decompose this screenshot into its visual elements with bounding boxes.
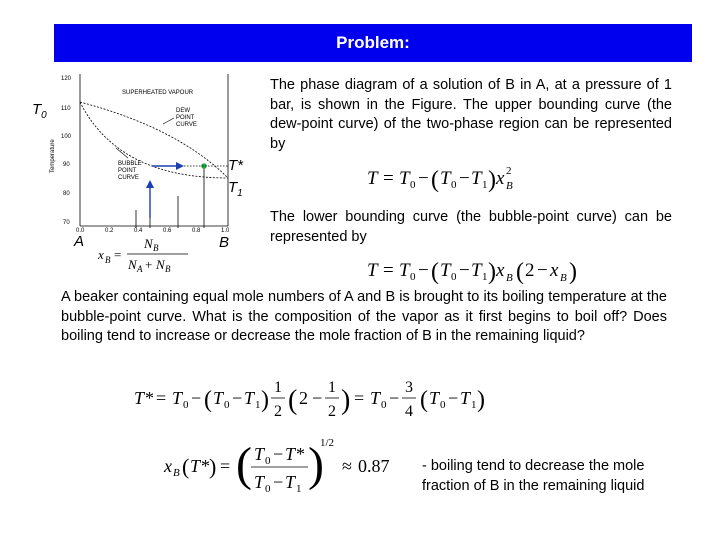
svg-text:T: T: [172, 388, 183, 408]
svg-text:−: −: [191, 388, 202, 408]
svg-text:x: x: [496, 168, 505, 189]
intro-paragraph: The phase diagram of a solution of B in A, at a pressure of 1 bar, is shown in the Figure. The upper bounding curve (the dew-point curve) of the two-phase region can be represented by: [270, 77, 672, 152]
svg-text:0.87: 0.87: [358, 456, 390, 476]
svg-text:2: 2: [328, 403, 336, 420]
answer-note-line2: fraction of B in the remaining liquid: [422, 478, 645, 494]
bubble-leader: [116, 148, 128, 158]
svg-text:T: T: [213, 388, 224, 408]
bubble-curve-equation: [365, 252, 585, 286]
svg-text:B: B: [105, 255, 111, 265]
svg-text:x: x: [550, 260, 559, 281]
svg-text:T: T: [399, 168, 410, 189]
svg-text:=: =: [383, 168, 394, 189]
svg-text:=: =: [354, 388, 365, 408]
arrow-up-head: [146, 180, 154, 188]
svg-text:T: T: [440, 168, 451, 189]
svg-text:−: −: [459, 168, 470, 189]
svg-text:=: =: [156, 388, 167, 408]
svg-text:−: −: [448, 388, 459, 408]
svg-text:(: (: [288, 385, 298, 416]
title-bar: [54, 24, 692, 62]
svg-text:T: T: [429, 388, 440, 408]
svg-text:=: =: [383, 260, 394, 281]
svg-text:(: (: [431, 259, 439, 285]
svg-text:0: 0: [265, 483, 271, 495]
svg-text:T: T: [399, 260, 410, 281]
svg-text:N: N: [156, 257, 165, 272]
svg-text:): ): [488, 167, 496, 193]
mole-fraction-eq: [98, 232, 198, 276]
arrow-right-head: [176, 162, 184, 170]
x-tick: 0.0: [76, 228, 85, 234]
svg-text:N: N: [128, 257, 137, 272]
svg-text:*: *: [201, 456, 210, 476]
tstar-equation: [132, 372, 492, 432]
svg-text:1: 1: [482, 179, 488, 191]
svg-text:x: x: [164, 456, 172, 476]
svg-text:−: −: [273, 472, 284, 492]
x-tick: 0.4: [134, 228, 143, 234]
region-superheated: SUPERHEATED VAPOUR: [122, 90, 194, 96]
svg-text:−: −: [418, 168, 429, 189]
svg-text:0: 0: [440, 399, 446, 411]
svg-text:): ): [341, 385, 351, 416]
svg-text:3: 3: [405, 379, 413, 396]
svg-text:1: 1: [328, 379, 336, 396]
svg-text:−: −: [389, 388, 400, 408]
svg-text:−: −: [273, 444, 284, 464]
svg-text:(: (: [431, 167, 439, 193]
svg-text:B: B: [173, 467, 180, 479]
svg-text:T: T: [471, 260, 482, 281]
svg-text:A: A: [137, 264, 143, 274]
dew-label: DEW: [176, 108, 190, 114]
svg-text:≈: ≈: [342, 456, 352, 476]
svg-text:1/2: 1/2: [320, 437, 335, 449]
svg-text:x: x: [496, 260, 505, 281]
svg-text:=: =: [220, 456, 231, 476]
svg-text:N: N: [144, 236, 153, 251]
svg-text:): ): [261, 387, 269, 413]
xB-result-equation: [162, 436, 402, 500]
svg-text:−: −: [232, 388, 243, 408]
label-T0: $T_0$: [32, 101, 47, 121]
svg-text:B: B: [165, 264, 171, 274]
label-A: A: [74, 233, 85, 250]
svg-text:T: T: [471, 168, 482, 189]
answer-note-line1: - boiling tend to decrease the mole: [422, 458, 645, 474]
svg-text:B: B: [506, 180, 513, 192]
svg-text:): ): [209, 454, 217, 479]
y-tick: 80: [63, 191, 70, 197]
svg-text:T: T: [370, 388, 381, 408]
svg-text:1: 1: [255, 399, 261, 411]
svg-text:T: T: [285, 472, 296, 492]
svg-text:): ): [477, 387, 485, 413]
y-axis-title: Temperature: [50, 139, 56, 173]
x-tick: 1.0: [221, 228, 230, 234]
label-T1: $T_1$: [228, 179, 243, 199]
dew-leader: [163, 118, 174, 124]
dew-label: CURVE: [176, 122, 197, 128]
svg-text:T: T: [367, 260, 378, 281]
svg-text:0: 0: [265, 455, 271, 467]
svg-text:T: T: [367, 168, 378, 189]
x-tick: 0.2: [105, 228, 114, 234]
svg-text:x: x: [98, 247, 104, 262]
svg-text:1: 1: [471, 399, 477, 411]
svg-text:=: =: [114, 247, 122, 262]
svg-text:0: 0: [451, 179, 457, 191]
x-tick: 0.8: [192, 228, 201, 234]
svg-text:1: 1: [482, 271, 488, 283]
svg-text:T: T: [440, 260, 451, 281]
svg-text:0: 0: [381, 399, 387, 411]
svg-text:1: 1: [274, 379, 282, 396]
svg-text:T: T: [244, 388, 255, 408]
y-tick: 120: [61, 76, 72, 82]
bubble-label: CURVE: [118, 175, 139, 181]
svg-text:−: −: [459, 260, 470, 281]
dew-curve-equation: [365, 160, 525, 194]
svg-text:(: (: [420, 387, 428, 413]
svg-text:*: *: [145, 388, 154, 408]
svg-text:−: −: [537, 260, 548, 281]
svg-text:T: T: [285, 444, 296, 464]
svg-text:(: (: [204, 387, 212, 413]
y-tick: 110: [61, 106, 71, 112]
svg-text:+: +: [145, 257, 153, 272]
svg-text:T: T: [460, 388, 471, 408]
svg-text:): ): [488, 259, 496, 285]
y-tick: 70: [63, 220, 70, 226]
svg-text:−: −: [312, 388, 323, 408]
title: Problem:: [336, 33, 410, 52]
bubble-label: POINT: [118, 168, 137, 174]
svg-text:(: (: [236, 438, 252, 491]
y-tick: 90: [63, 162, 70, 168]
label-B: B: [219, 234, 230, 251]
answer-note: [422, 456, 692, 496]
label-Tstar: T*: [228, 157, 243, 174]
svg-text:*: *: [296, 444, 305, 464]
svg-text:4: 4: [405, 403, 413, 420]
problem-paragraph: A beaker containing equal mole numbers of A and B is brought to its boiling temperature at the bubble-point curve. What is the composition of the vapor as it first begins to boil off? Does boiling tend to increase or decrease the mole fraction of B in the remaining liquid?: [61, 289, 667, 344]
svg-text:T: T: [254, 444, 265, 464]
dew-label: POINT: [176, 115, 195, 121]
svg-text:0: 0: [410, 179, 416, 191]
svg-text:1: 1: [296, 483, 302, 495]
svg-text:(: (: [516, 259, 524, 285]
svg-text:(: (: [182, 454, 190, 479]
svg-text:): ): [308, 438, 324, 491]
svg-text:T: T: [134, 388, 145, 408]
svg-text:T: T: [254, 472, 265, 492]
svg-text:2: 2: [525, 260, 535, 281]
svg-text:2: 2: [274, 403, 282, 420]
svg-text:B: B: [560, 272, 567, 284]
svg-text:T: T: [190, 456, 201, 476]
svg-text:0: 0: [451, 271, 457, 283]
svg-text:−: −: [418, 260, 429, 281]
svg-text:0: 0: [183, 399, 189, 411]
svg-text:0: 0: [224, 399, 230, 411]
y-tick: 100: [61, 134, 72, 140]
x-tick: 0.6: [163, 228, 172, 234]
svg-text:): ): [569, 259, 577, 285]
bubble-label: BUBBLE: [118, 161, 142, 167]
svg-text:B: B: [506, 272, 513, 284]
svg-text:0: 0: [410, 271, 416, 283]
phase-diagram: [28, 68, 250, 258]
svg-text:2: 2: [506, 165, 512, 177]
svg-text:2: 2: [299, 388, 308, 408]
svg-text:B: B: [153, 243, 159, 253]
bubble-paragraph: The lower bounding curve (the bubble-point curve) can be represented by: [270, 209, 672, 245]
